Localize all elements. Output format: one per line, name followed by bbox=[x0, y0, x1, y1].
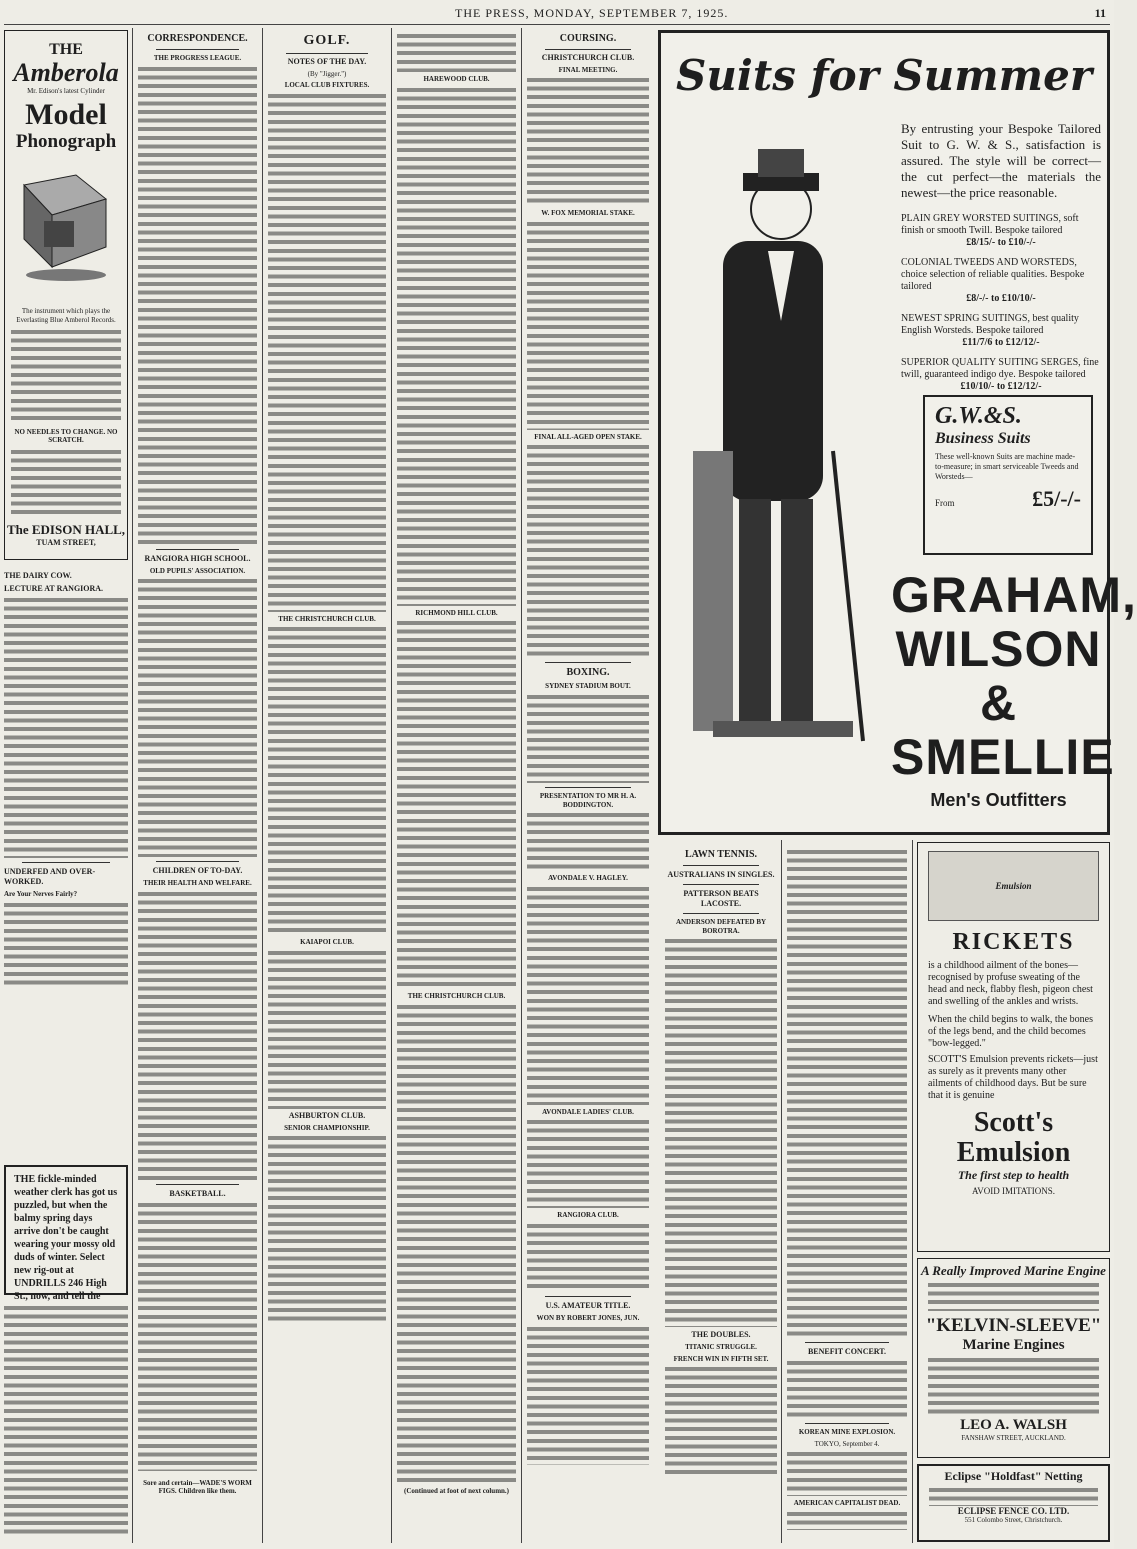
article-subhead: NOTES OF THE DAY. bbox=[287, 57, 367, 66]
undrills-advertisement bbox=[4, 1165, 128, 1302]
article-body bbox=[138, 1201, 257, 1471]
article-headline: LOCAL CLUB FIXTURES. bbox=[284, 81, 370, 90]
section-title: BOXING. bbox=[566, 667, 610, 679]
ad-street: TUAM STREET, bbox=[36, 538, 96, 548]
ad-title: RICKETS bbox=[952, 929, 1075, 955]
article-subhead: FRENCH WIN IN FIFTH SET. bbox=[673, 1354, 769, 1363]
article-subhead: ANDERSON DEFEATED BY BOROTRA. bbox=[675, 918, 767, 935]
article-body bbox=[527, 443, 649, 658]
article-headline: THE DOUBLES. bbox=[691, 1330, 751, 1340]
ad-text: is a childhood ailment of the bones—recognised by profuse sweating of the head and neck, flabby flesh, pigeon chest and swelling of the ankles and wrists. bbox=[928, 960, 1093, 1007]
article-subhead: Are Your Nerves Fairly? bbox=[4, 890, 78, 898]
article-subhead: SENIOR CHAMPIONSHIP. bbox=[284, 1123, 370, 1132]
column-rule bbox=[132, 28, 133, 1543]
brand-name: Scott's bbox=[973, 1107, 1054, 1138]
article-headline: AMERICAN CAPITALIST DEAD. bbox=[793, 1499, 901, 1508]
suits-for-summer-advertisement bbox=[658, 30, 1137, 835]
article-headline: THE CHRISTCHURCH CLUB. bbox=[278, 614, 376, 623]
ad-heading: Phonograph bbox=[15, 131, 117, 152]
article-headline: ASHBURTON CLUB. bbox=[288, 1110, 366, 1120]
article-subhead: FINAL MEETING. bbox=[558, 65, 618, 74]
suit-price-list bbox=[901, 213, 1101, 393]
firm-name bbox=[891, 567, 1137, 811]
eclipse-netting-advertisement bbox=[917, 1464, 1110, 1542]
business-from: From bbox=[935, 498, 955, 508]
article-subhead: THEIR HEALTH AND WELFARE. bbox=[143, 879, 252, 888]
dateline: TOKYO, September 4. bbox=[814, 1439, 880, 1448]
section-title: LAWN TENNIS. bbox=[684, 849, 758, 860]
article-headline: CHILDREN OF TO-DAY. bbox=[152, 866, 243, 876]
column-rule bbox=[912, 840, 913, 1543]
section-title: CORRESPONDENCE. bbox=[147, 33, 248, 44]
article-body bbox=[787, 848, 907, 1338]
article-body bbox=[665, 1365, 777, 1477]
business-suits-box bbox=[923, 395, 1093, 555]
business-price: £5/-/- bbox=[1032, 486, 1081, 511]
article-body bbox=[397, 86, 516, 606]
column-footer: Sore and certain—WADE'S WORM FIGS. Children like them. bbox=[143, 1478, 252, 1496]
product-subtitle: Marine Engines bbox=[962, 1337, 1065, 1353]
ad-title: Suits for Summer bbox=[676, 51, 1092, 100]
article-headline: LECTURE AT RANGIORA. bbox=[4, 584, 104, 593]
ad-caption: The instrument which plays the Everlasting Blue Amberol Records. bbox=[16, 307, 116, 324]
article-headline: RANGIORA HIGH SCHOOL. bbox=[144, 553, 251, 563]
article-headline: HAREWOOD CLUB. bbox=[423, 75, 490, 83]
amberola-advertisement bbox=[4, 30, 128, 560]
article-headline: BASKETBALL. bbox=[169, 1188, 226, 1198]
firm-line: SMELLIE bbox=[891, 729, 1115, 785]
ad-body-text bbox=[928, 1281, 1099, 1311]
price-item-name: PLAIN GREY WORSTED SUITINGS, soft finish or smooth Twill. Bespoke tailored bbox=[901, 213, 1079, 236]
section-title: GOLF. bbox=[303, 33, 351, 48]
article-body bbox=[397, 32, 516, 72]
article-headline: U.S. AMATEUR TITLE. bbox=[545, 1300, 631, 1310]
ad-body-text bbox=[11, 328, 121, 424]
agent-name: LEO A. WALSH bbox=[960, 1417, 1067, 1433]
price-item-price: £10/10/- to £12/12/- bbox=[960, 381, 1042, 392]
article-headline: KOREAN MINE EXPLOSION. bbox=[798, 1428, 896, 1436]
article-headline: AVONDALE V. HAGLEY. bbox=[548, 874, 628, 883]
ad-title: A Really Improved Marine Engine bbox=[921, 1263, 1106, 1278]
article-headline: PRESENTATION TO MR H. A. BODDINGTON. bbox=[539, 791, 637, 809]
article-headline: UNDERFED AND OVER-WORKED. bbox=[4, 867, 96, 886]
tennis-continued-column bbox=[787, 846, 907, 1542]
article-headline: W. FOX MEMORIAL STAKE. bbox=[541, 209, 635, 218]
article-body bbox=[268, 92, 386, 612]
product-name: "KELVIN-SLEEVE" bbox=[925, 1315, 1102, 1336]
byline: (By "Jigger.") bbox=[307, 69, 347, 78]
correspondence-column bbox=[138, 30, 257, 1542]
article-body bbox=[527, 1325, 649, 1465]
masthead: THE PRESS, MONDAY, SEPTEMBER 7, 1925. bbox=[455, 6, 729, 20]
section-title: COURSING. bbox=[559, 33, 617, 44]
article-body bbox=[665, 937, 777, 1327]
scotts-emulsion-advertisement bbox=[917, 842, 1110, 1252]
article-body bbox=[397, 1003, 516, 1483]
article-subhead: OLD PUPILS' ASSOCIATION. bbox=[149, 566, 246, 575]
agent-address: FANSHAW STREET, AUCKLAND. bbox=[961, 1434, 1066, 1442]
phonograph-illustration bbox=[6, 157, 126, 307]
lawn-tennis-column bbox=[665, 846, 777, 1542]
article-headline: BENEFIT CONCERT. bbox=[807, 1347, 887, 1356]
article-body bbox=[4, 596, 128, 858]
golf-column bbox=[268, 30, 386, 1542]
golf-continued-column bbox=[397, 30, 516, 1542]
article-body bbox=[527, 885, 649, 1105]
article-headline: FINAL ALL-AGED OPEN STAKE. bbox=[534, 432, 642, 441]
column-one-lower-text bbox=[4, 1302, 128, 1542]
article-body bbox=[4, 1304, 128, 1538]
price-item-name: NEWEST SPRING SUITINGS, best quality English Worsteds. Bespoke tailored bbox=[901, 313, 1079, 336]
ad-text: THE fickle-minded weather clerk has got us puzzled, but when the balmy spring days arrive don't be caught wearing your mossy old duds of winter. Select new rig-out at UNDRILLS 246 High St., now, and tell the bbox=[14, 1174, 118, 1302]
ad-heading: Model bbox=[25, 98, 107, 131]
price-item bbox=[901, 213, 1101, 249]
firm-name: ECLIPSE FENCE CO. LTD. bbox=[957, 1506, 1070, 1516]
man-in-suit-illustration bbox=[673, 121, 893, 811]
article-headline: CHRISTCHURCH CLUB. bbox=[541, 53, 635, 62]
article-body bbox=[268, 625, 386, 935]
continuation-note: (Continued at foot of next column.) bbox=[404, 1486, 509, 1495]
brand-name: Emulsion bbox=[956, 1137, 1071, 1168]
article-body bbox=[268, 949, 386, 1109]
article-headline: RANGIORA CLUB. bbox=[557, 1211, 619, 1220]
firm-line: GRAHAM, bbox=[891, 567, 1137, 623]
ad-note: NO NEEDLES TO CHANGE. NO SCRATCH. bbox=[14, 428, 118, 445]
price-item bbox=[901, 357, 1101, 393]
article-headline: THE PROGRESS LEAGUE. bbox=[153, 54, 242, 62]
ad-text: When the child begins to walk, the bones of the legs bend, and the child becomes "bow-legged." bbox=[928, 1014, 1093, 1049]
business-heading: Business Suits bbox=[935, 430, 1031, 447]
ad-body-text bbox=[11, 448, 121, 514]
article-body bbox=[527, 693, 649, 783]
ad-intro: By entrusting your Bespoke Tailored Suit to G. W. & S., satisfaction is assured. The style will be correct—the cut perfect—the materials the newest—the price reasonable. bbox=[901, 121, 1101, 200]
article-body bbox=[138, 577, 257, 857]
article-headline: PATTERSON BEATS LACOSTE. bbox=[683, 889, 759, 908]
article-body bbox=[138, 890, 257, 1180]
article-body bbox=[527, 76, 649, 206]
article-subhead: TITANIC STRUGGLE. bbox=[685, 1343, 757, 1352]
ad-hall: The EDISON HALL, bbox=[6, 522, 126, 538]
ad-heading: Amberola bbox=[13, 58, 119, 87]
article-headline: THE CHRISTCHURCH CLUB. bbox=[407, 992, 506, 1001]
article-body bbox=[527, 811, 649, 871]
brand-slogan: The first step to health bbox=[957, 1168, 1070, 1182]
price-item-name: COLONIAL TWEEDS AND WORSTEDS, choice selection of reliable qualities. Bespoke tailored bbox=[901, 257, 1085, 292]
article-headline: RICHMOND HILL CLUB. bbox=[415, 608, 498, 617]
business-price-line bbox=[935, 486, 1081, 512]
article-headline: AUSTRALIANS IN SINGLES. bbox=[667, 870, 775, 879]
ad-body-text bbox=[929, 1486, 1098, 1506]
article-body bbox=[397, 619, 516, 989]
ad-subheading: Mr. Edison's latest Cylinder bbox=[27, 87, 105, 95]
ad-note: AVOID IMITATIONS. bbox=[971, 1186, 1056, 1196]
kelvin-marine-engine-advertisement bbox=[917, 1258, 1110, 1458]
article-body bbox=[527, 1118, 649, 1208]
article-headline: KAIAPOI CLUB. bbox=[300, 938, 354, 947]
ad-title: Eclipse "Holdfast" Netting bbox=[944, 1469, 1083, 1483]
price-item bbox=[901, 313, 1101, 349]
article-subhead: WON BY ROBERT JONES, JUN. bbox=[536, 1313, 640, 1322]
ad-heading: THE bbox=[49, 41, 83, 58]
article-body bbox=[527, 220, 649, 430]
column-rule bbox=[262, 28, 263, 1543]
firm-subtitle: Men's Outfitters bbox=[930, 790, 1067, 810]
page-number: 11 bbox=[1094, 6, 1106, 20]
column-rule bbox=[781, 840, 782, 1543]
price-item-price: £11/7/6 to £12/12/- bbox=[962, 337, 1040, 348]
ad-body-text bbox=[928, 1356, 1099, 1414]
price-item-name: SUPERIOR QUALITY SUITING SERGES, fine twill, guaranteed indigo dye. Bespoke tailored bbox=[901, 357, 1099, 380]
article-headline: AVONDALE LADIES' CLUB. bbox=[542, 1107, 634, 1116]
article-body bbox=[138, 65, 257, 545]
business-text: These well-known Suits are machine made-to-measure; in smart serviceable Tweeds and Worsteds— bbox=[935, 452, 1079, 481]
coursing-column bbox=[527, 30, 649, 1542]
price-item-price: £8/15/- to £10/-/- bbox=[966, 237, 1036, 248]
column-rule bbox=[391, 28, 392, 1543]
price-item bbox=[901, 257, 1101, 305]
emulsion-bottle-illustration: Emulsion bbox=[928, 851, 1099, 921]
article-body bbox=[268, 1134, 386, 1324]
article-body bbox=[4, 901, 128, 987]
article-body bbox=[787, 1359, 907, 1419]
business-brand: G.W.&S. bbox=[935, 403, 1022, 429]
price-item-price: £8/-/- to £10/10/- bbox=[966, 293, 1036, 304]
column-one-articles bbox=[4, 568, 128, 968]
article-headline: SYDNEY STADIUM BOUT. bbox=[545, 682, 631, 691]
article-headline: THE DAIRY COW. bbox=[4, 571, 72, 580]
firm-line: WILSON & bbox=[895, 621, 1102, 731]
article-body bbox=[787, 1450, 907, 1496]
ad-text: SCOTT'S Emulsion prevents rickets—just as surely as it prevents many other ailments of childhood days. But be sure that it is genuine bbox=[928, 1054, 1098, 1101]
column-rule bbox=[521, 28, 522, 1543]
article-body bbox=[527, 1222, 649, 1292]
masthead-rule bbox=[4, 24, 1110, 25]
firm-address: 551 Colombo Street, Christchurch. bbox=[964, 1516, 1063, 1524]
article-body bbox=[787, 1510, 907, 1530]
